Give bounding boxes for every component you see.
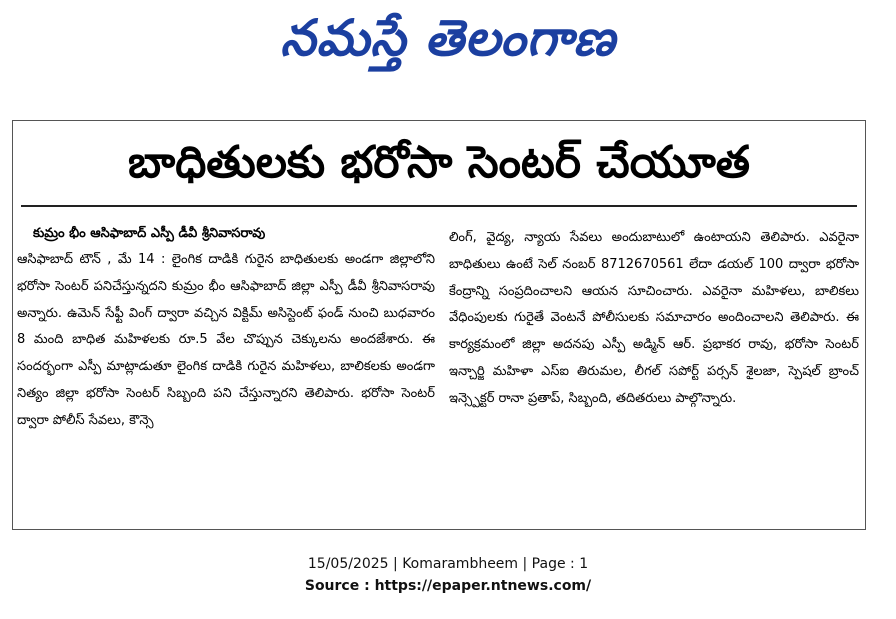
article-column-right — [449, 225, 859, 413]
article-body-right: లింగ్, వైద్య, న్యాయ సేవలు అందుబాటులో ఉంటాయని తెలిపారు. ఎవరైనా బాధితులు ఉంటే సెల్ నంబర్ 8712670561 లేదా డయల్ 100 ద్వారా భరోసా కేంద్రాన్ని సంప్రదించాలని ఆయన సూచించారు. ఎవరైనా మహిళలు, బాలికలు వేధింపులకు గురైతే వెంటనే పోలీసులకు సమాచారం అందించాలని తెలిపారు. ఈ కార్యక్రమంలో జిల్లా అదనపు ఎస్పీ అడ్మిన్ ఆర్. ప్రభాకర రావు, భరోసా సెంటర్ ఇన్చార్జి మహిళా ఎస్ఐ తిరుమల, లీగల్ సపోర్ట్ పర్సన్ శైలజా, స్పెషల్ బ్రాంచ్ ఇన్స్పెక్టర్ రానా ప్రతాప్, సిబ్బంది, తదితరులు పాల్గొన్నారు. — [449, 230, 859, 406]
headline-divider — [21, 205, 857, 207]
clipping-source-link[interactable]: Source : https://epaper.ntnews.com/ — [304, 578, 592, 594]
clipping-date-line: 15/05/2025 | Komarambheem | Page : 1 — [307, 556, 589, 572]
newspaper-masthead: నమస్తే తెలంగాణ — [280, 9, 616, 67]
article-body-left: ఆసిఫాబాద్ టౌన్ , మే 14 : లైంగిక దాడికి గురైన బాధితులకు అండగా జిల్లాలోని భరోసా సెంటర్ పనిచేస్తున్నదని కుమ్రం భీం ఆసిఫాబాద్ జిల్లా ఎస్పీ డీవీ శ్రీనివాసరావు అన్నారు. ఉమెన్ సేఫ్టీ వింగ్ ద్వారా వచ్చిన విక్టిమ్ అసిస్టెంట్ ఫండ్ నుంచి బుధవారం 8 మంది బాధిత మహిళలకు రూ.5 వేల చొప్పున చెక్కులను అందజేశారు. ఈ సందర్భంగా ఎస్పీ మాట్లాడుతూ లైంగిక దాడికి గురైన మహిళలు, బాలికలకు అండగా నిత్యం జిల్లా భరోసా సెంటర్ సిబ్బంది పని చేస్తున్నారని తెలిపారు. భరోసా సెంటర్ ద్వారా పోలీస్ సేవలు, కౌన్సె — [17, 252, 435, 428]
article-byline: కుమ్రం భీం ఆసిఫాబాద్ ఎస్పీ డీవీ శ్రీనివాసరావు — [33, 226, 266, 241]
article-column-left — [17, 221, 435, 435]
article-clipping — [12, 120, 866, 530]
article-headline: బాధితులకు భరోసా సెంటర్ చేయూత — [128, 137, 750, 188]
